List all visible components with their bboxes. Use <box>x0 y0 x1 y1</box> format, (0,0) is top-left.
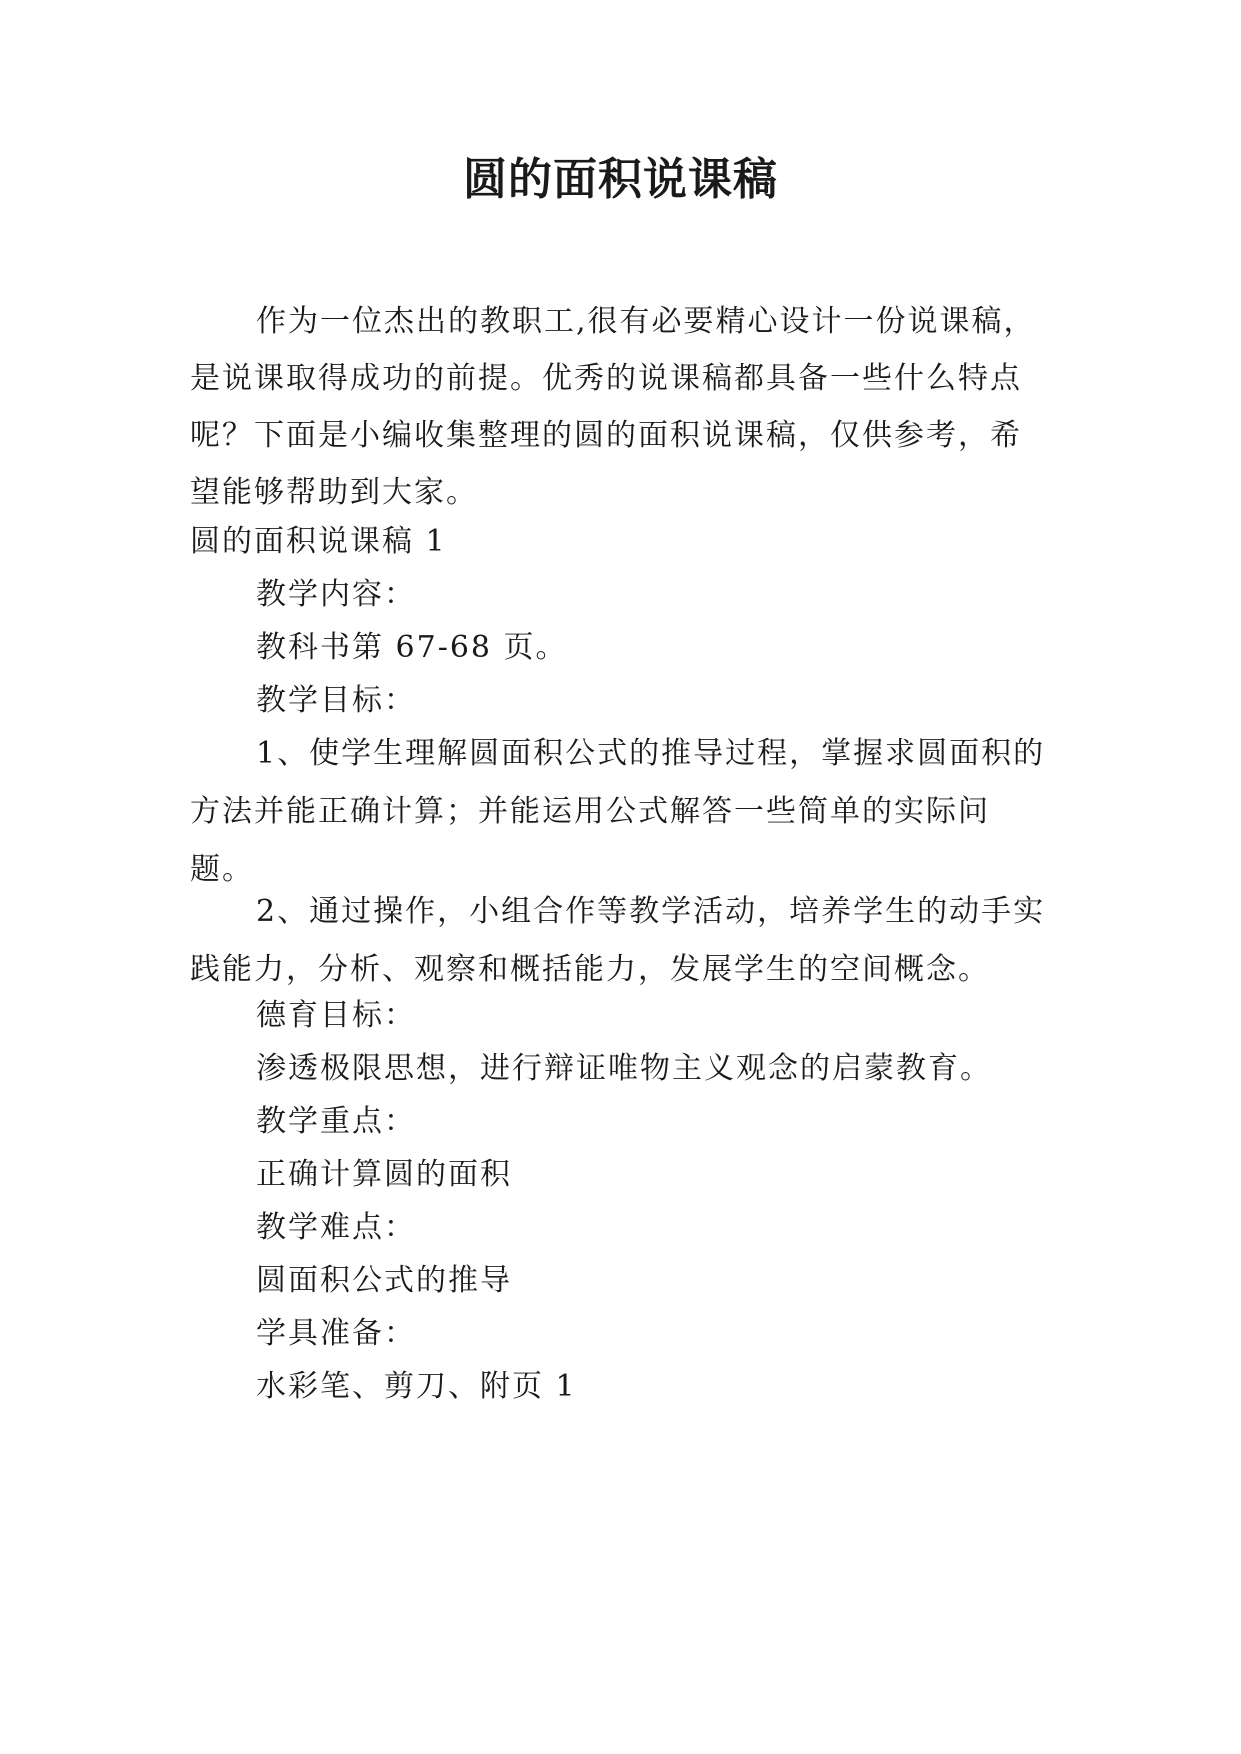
moral-goal-label: 德育目标： <box>256 998 416 1033</box>
teaching-content-text: 教科书第 67-68 页。 <box>256 630 568 665</box>
materials-text: 水彩笔、剪刀、附页 1 <box>256 1369 577 1404</box>
section-heading: 圆的面积说课稿 1 <box>190 524 447 559</box>
materials-label: 学具准备： <box>256 1316 416 1351</box>
key-point-label: 教学重点： <box>256 1104 416 1139</box>
difficulty-text: 圆面积公式的推导 <box>256 1263 512 1298</box>
difficulty-label: 教学难点： <box>256 1210 416 1245</box>
intro-paragraph: 作为一位杰出的教职工,很有必要精心设计一份说课稿，是说课取得成功的前提。优秀的说课稿都具备一些什么特点呢？下面是小编收集整理的圆的面积说课稿，仅供参考，希望能够帮助到大家。 <box>190 304 1036 510</box>
key-point-text: 正确计算圆的面积 <box>256 1157 512 1192</box>
moral-goal-text: 渗透极限思想，进行辩证唯物主义观念的启蒙教育。 <box>256 1051 992 1086</box>
goal-1-paragraph: 1、使学生理解圆面积公式的推导过程，掌握求圆面积的方法并能正确计算；并能运用公式解答一些简单的实际问题。 <box>190 736 1046 887</box>
goal-2-paragraph: 2、通过操作，小组合作等教学活动，培养学生的动手实践能力，分析、观察和概括能力，发展学生的空间概念。 <box>190 894 1046 987</box>
teaching-content-label: 教学内容： <box>256 577 416 612</box>
teaching-goals-label: 教学目标： <box>256 683 416 718</box>
document-title: 圆的面积说课稿 <box>463 154 778 205</box>
